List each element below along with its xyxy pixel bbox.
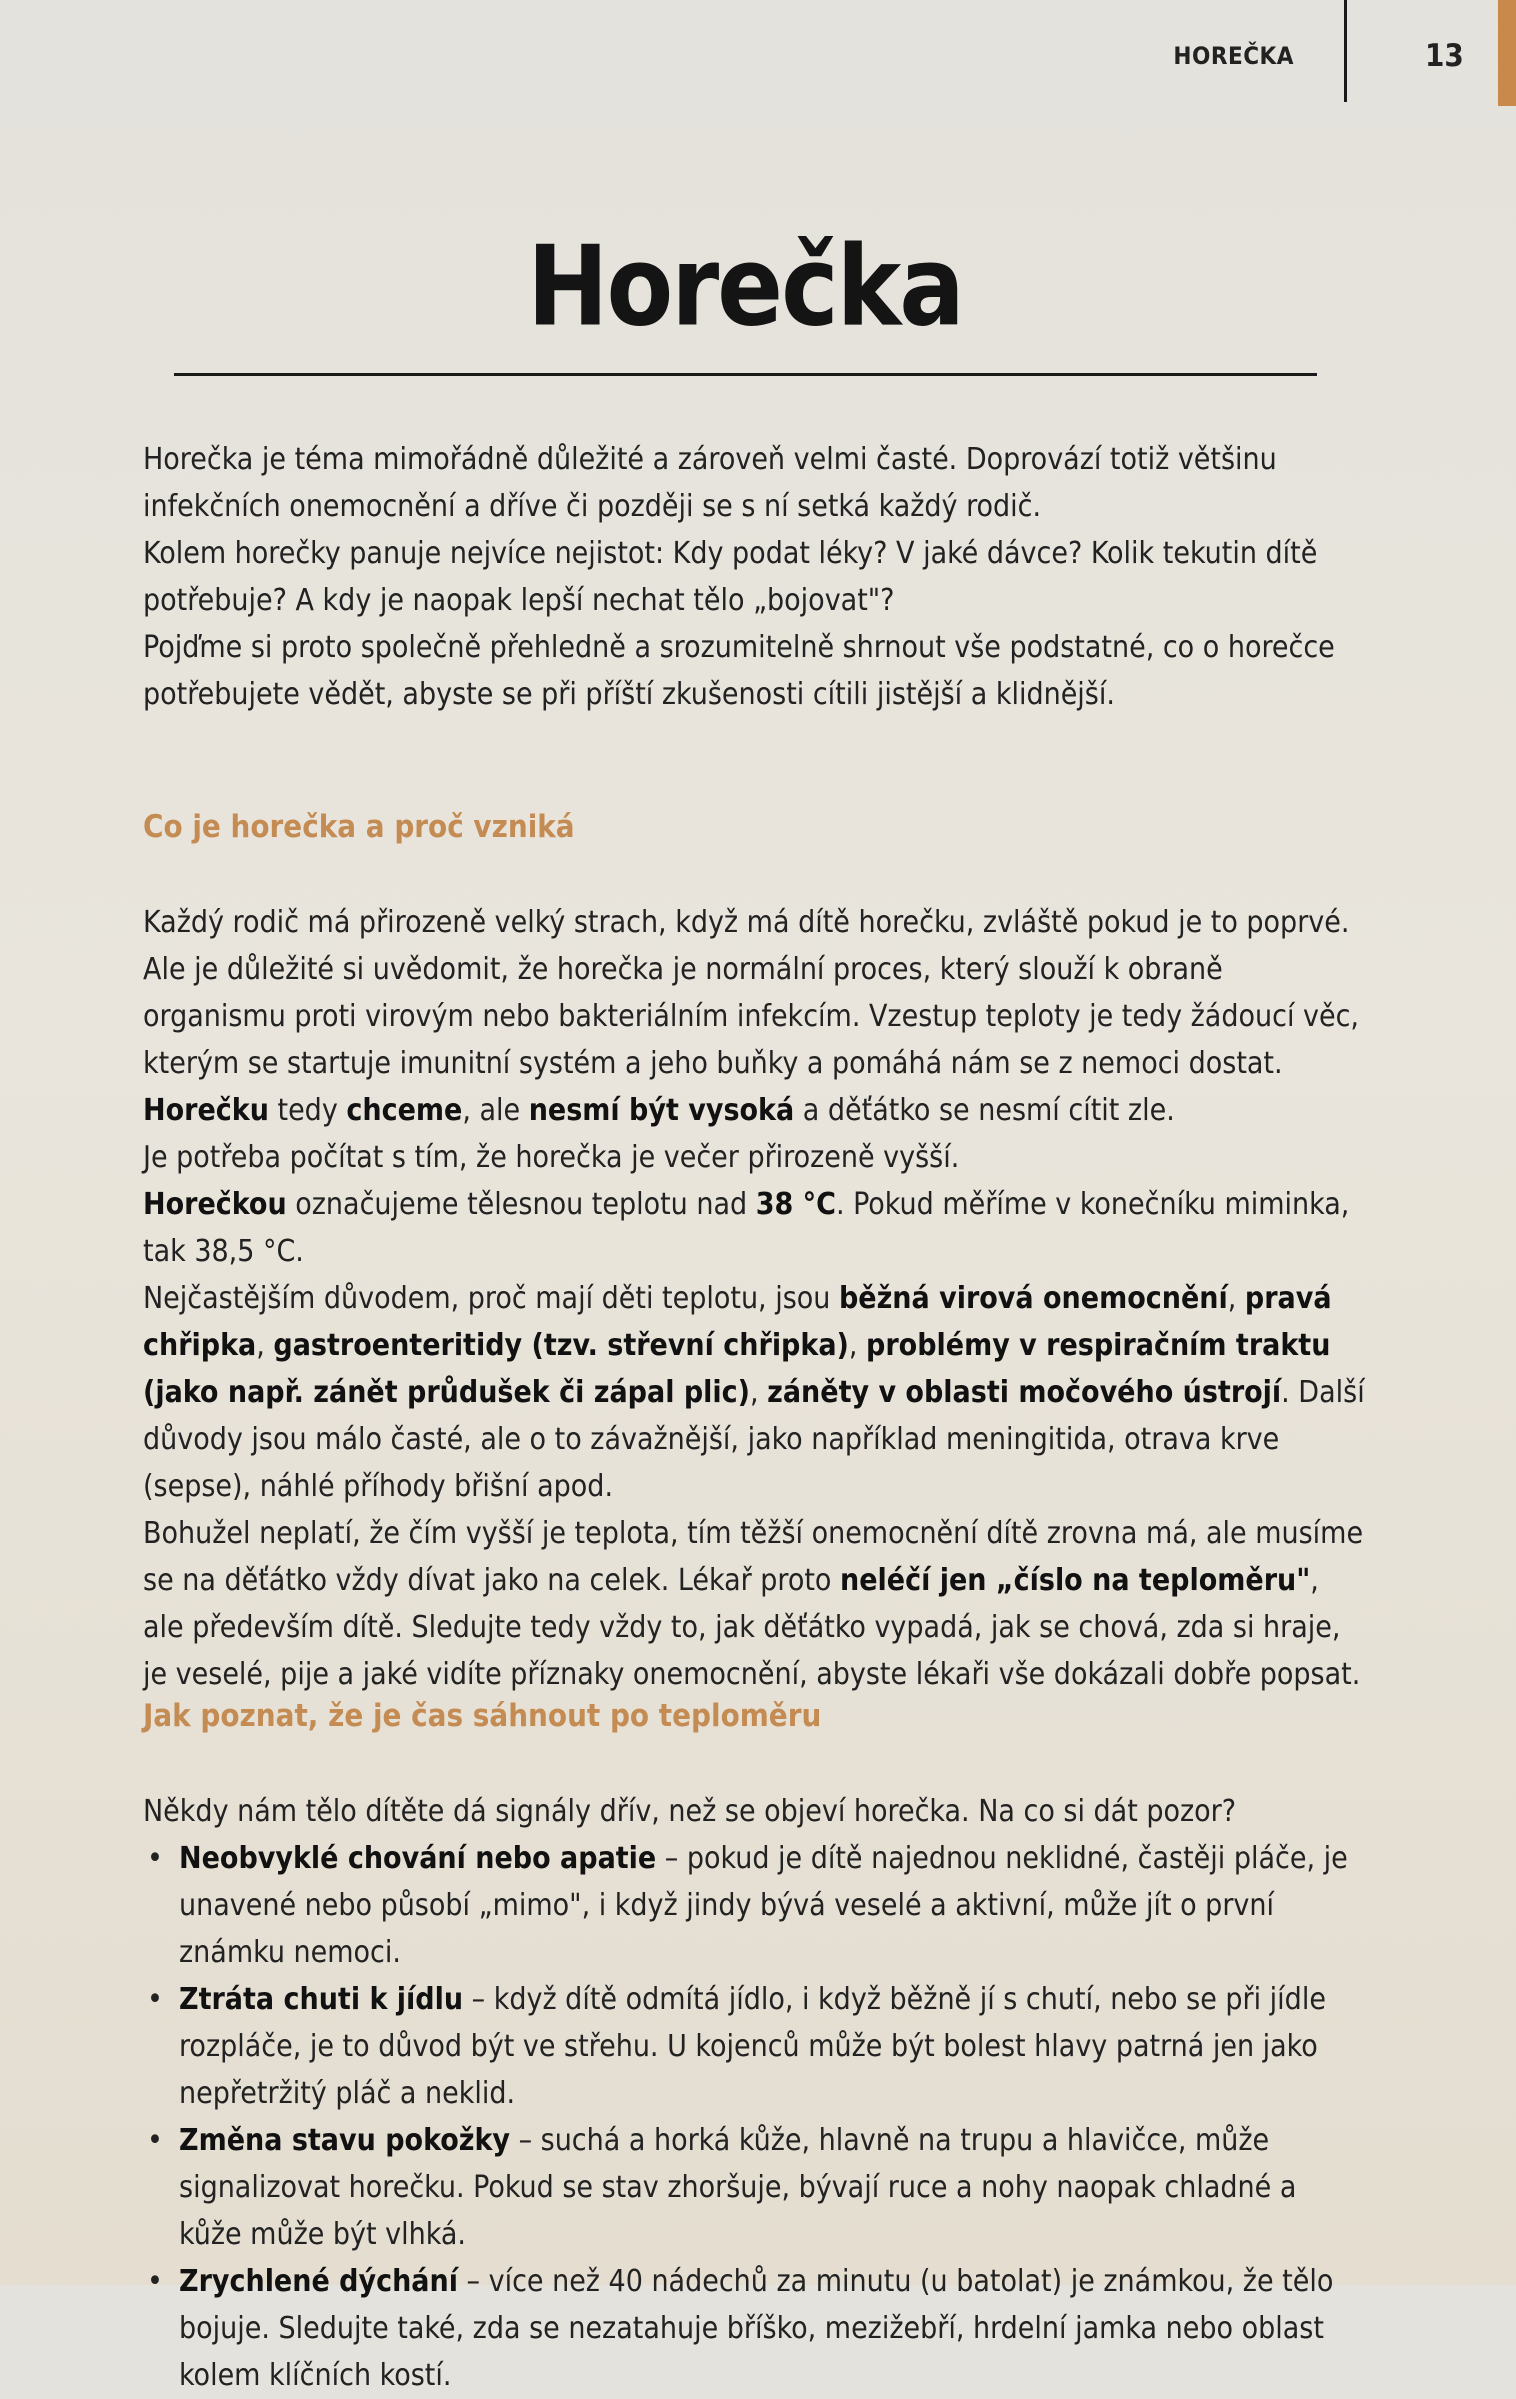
list-item bbox=[143, 2117, 1365, 2258]
bullet-text: – pokud je dítě najednou neklidné, častěji pláče, je unavené nebo působí „mimo", i když jindy bývá veselé a aktivní, může jít o první známku nemoci. bbox=[179, 1841, 1348, 1970]
text-run: Nejčastějším důvodem, proč mají děti teplotu, jsou bbox=[143, 1281, 839, 1316]
section-thermometer-body bbox=[143, 1788, 1365, 2399]
body-paragraph bbox=[143, 1181, 1365, 1275]
text-run: Bohužel neplatí, že čím vyšší je teplota, tím těžší onemocnění dítě zrovna má, ale musíme se na děťátko vždy dívat jako na celek. Lékař proto bbox=[143, 1516, 1364, 1598]
chapter-edge-tab bbox=[1498, 0, 1516, 106]
page-title: Horečka bbox=[527, 223, 963, 352]
bullet-term: Změna stavu pokožky bbox=[179, 2123, 510, 2158]
intro-paragraph: Horečka je téma mimořádně důležité a zároveň velmi časté. Doprovází totiž většinu infekčních onemocnění a dříve či později se s ní setká každý rodič. bbox=[143, 442, 1277, 524]
text-run: a děťátko se nesmí cítit zle. bbox=[794, 1093, 1175, 1128]
bold-run: problémy v respiračním traktu (jako např. zánět průdušek či zápal plic) bbox=[143, 1328, 1331, 1410]
section-what-is-fever-body bbox=[143, 899, 1365, 1698]
bullet-text: – více než 40 nádechů za minutu (u batolat) je známkou, že tělo bojuje. Sledujte také, zda se nezatahuje bříško, mezižebří, hrdelní jamka nebo oblast kolem klíčních kostí. bbox=[179, 2264, 1334, 2393]
intro-paragraph: Kolem horečky panuje nejvíce nejistot: Kdy podat léky? V jaké dávce? Kolik tekutin dítě potřebuje? A kdy je naopak lepší nechat tělo „bojovat"? bbox=[143, 536, 1318, 618]
text-run: Každý rodič má přirozeně velký strach, když má dítě horečku, zvláště pokud je to poprvé. Ale je důležité si uvědomit, že horečka je normální proces, který slouží k obraně organismu proti virovým nebo bakteriálním infekcím. Vzestup teploty je tedy žádoucí věc, kterým se startuje imunitní systém a jeho buňky a pomáhá nám se z nemoci dostat. bbox=[143, 905, 1359, 1081]
text-run: , bbox=[848, 1328, 867, 1363]
text-run: . Další důvody jsou málo časté, ale o to závažnější, jako například meningitida, otrava krve (sepse), náhlé příhody břišní apod. bbox=[143, 1375, 1365, 1504]
text-run: , bbox=[256, 1328, 274, 1363]
body-paragraph bbox=[143, 899, 1365, 1134]
lead-paragraph: Někdy nám tělo dítěte dá signály dřív, než se objeví horečka. Na co si dát pozor? bbox=[143, 1794, 1237, 1829]
section-heading-what-is-fever: Co je horečka a proč vzniká bbox=[143, 809, 575, 845]
bold-run: záněty v oblasti močového ústrojí bbox=[767, 1375, 1282, 1410]
text-run: označujeme tělesnou teplotu nad bbox=[286, 1187, 756, 1222]
page-number: 13 bbox=[1425, 38, 1464, 74]
bold-run: neléčí jen „číslo na teploměru" bbox=[840, 1563, 1311, 1598]
symptom-list bbox=[143, 1835, 1365, 2399]
title-underline bbox=[174, 373, 1317, 376]
intro-paragraph: Pojďme si proto společně přehledně a srozumitelně shrnout vše podstatné, co o horečce potřebujete vědět, abyste se při příští zkušenosti cítili jistější a klidnější. bbox=[143, 630, 1335, 712]
bullet-text: – suchá a horká kůže, hlavně na trupu a hlavičce, může signalizovat horečku. Pokud se stav zhoršuje, bývají ruce a nohy naopak chladné a kůže může být vlhká. bbox=[179, 2123, 1297, 2252]
section-heading-thermometer: Jak poznat, že je čas sáhnout po teploměru bbox=[143, 1698, 822, 1734]
bold-run: běžná virová onemocnění bbox=[838, 1281, 1228, 1316]
bullet-term: Zrychlené dýchání bbox=[179, 2264, 458, 2299]
list-item bbox=[143, 1976, 1365, 2117]
bold-run: 38 °C bbox=[755, 1187, 836, 1222]
bold-run: nesmí být vysoká bbox=[528, 1093, 795, 1128]
intro-text bbox=[143, 436, 1365, 718]
list-item bbox=[143, 2258, 1365, 2399]
body-paragraph bbox=[143, 1510, 1365, 1698]
bold-run: Horečkou bbox=[143, 1187, 287, 1222]
text-run: tedy bbox=[268, 1093, 347, 1128]
body-paragraph: Je potřeba počítat s tím, že horečka je večer přirozeně vyšší. bbox=[143, 1140, 960, 1175]
text-run: , ale bbox=[462, 1093, 529, 1128]
text-run: . Pokud měříme v konečníku miminka, tak 38,5 °C. bbox=[143, 1187, 1350, 1269]
header-divider bbox=[1344, 0, 1347, 102]
bullet-text: – když dítě odmítá jídlo, i když běžně jí s chutí, nebo se při jídle rozpláče, je to důvod být ve střehu. U kojenců může být bolest hlavy patrná jen jako nepřetržitý pláč a neklid. bbox=[179, 1982, 1326, 2111]
text-run: , ale především dítě. Sledujte tedy vždy to, jak děťátko vypadá, jak se chová, zda si hraje, je veselé, pije a jaké vidíte příznaky onemocnění, abyste lékaři vše dokázali dobře popsat. bbox=[143, 1563, 1361, 1692]
text-run: , bbox=[749, 1375, 768, 1410]
list-item bbox=[143, 1835, 1365, 1976]
body-paragraph bbox=[143, 1275, 1365, 1510]
bold-run: chceme bbox=[346, 1093, 463, 1128]
bullet-term: Ztráta chuti k jídlu bbox=[179, 1982, 464, 2017]
bullet-term: Neobvyklé chování nebo apatie bbox=[179, 1841, 657, 1876]
text-run: , bbox=[1227, 1281, 1245, 1316]
running-head: HOREČKA bbox=[1173, 42, 1294, 70]
bold-run: gastroenteritidy (tzv. střevní chřipka) bbox=[273, 1328, 849, 1363]
bold-run: pravá chřipka bbox=[143, 1281, 1332, 1363]
bold-run: Horečku bbox=[143, 1093, 269, 1128]
